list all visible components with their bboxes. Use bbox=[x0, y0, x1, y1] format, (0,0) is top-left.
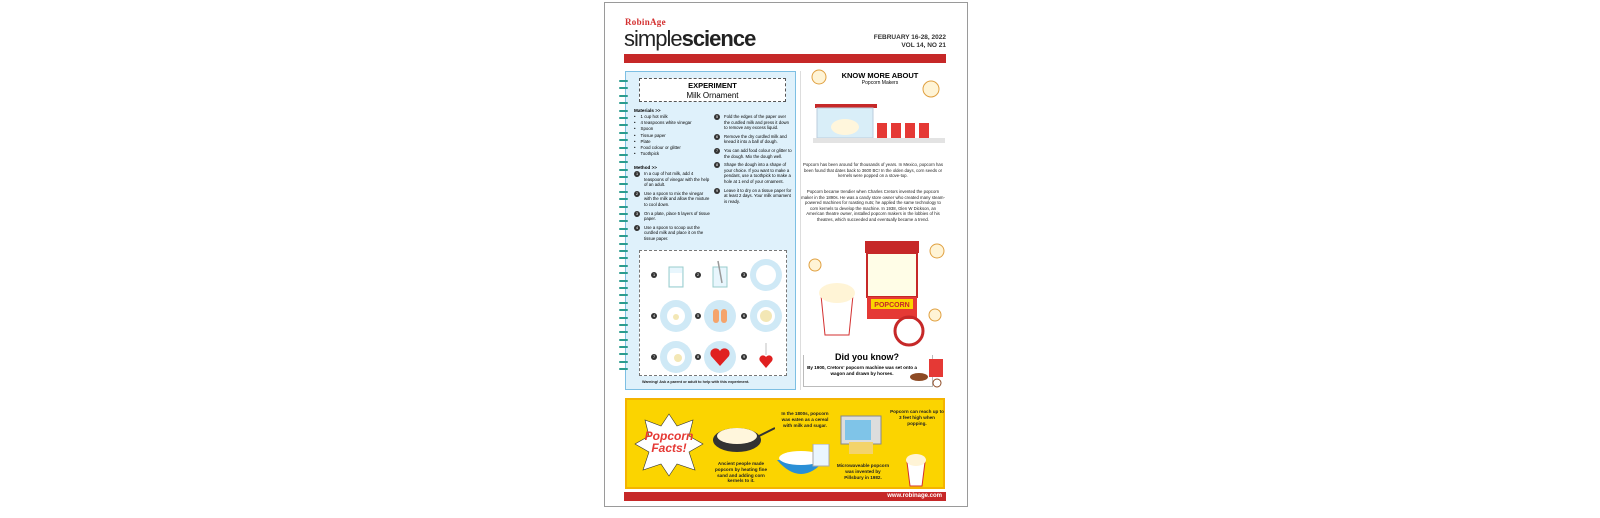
method-steps-col2 bbox=[714, 114, 792, 207]
popcorn-icon bbox=[929, 309, 941, 321]
issue-vol: VOL 14, NO 21 bbox=[901, 42, 946, 49]
brand-logo: RobinAge bbox=[625, 17, 666, 27]
know-more-para1: Popcorn has been around for thousands of years. In Mexico, popcorn has been found that dates back to 3600 BC! In the olden days, corn seeds or kernels were popped on a stove-top. bbox=[803, 162, 943, 179]
method-step: 2 Use a spoon to mix the vinegar with the milk and allow the mixture to cool down. bbox=[635, 190, 710, 207]
horse-wagon-icon bbox=[907, 355, 947, 389]
heart-ornament-illustration: 9 bbox=[750, 341, 782, 373]
fact-4: Popcorn can reach up to 3 feet high when popping. bbox=[890, 409, 944, 426]
did-you-know-heading: Did you know? bbox=[835, 352, 899, 362]
masthead-light: simple bbox=[624, 26, 682, 51]
method-step: 6 Remove the dry curdled milk and knead it into a ball of dough. bbox=[715, 133, 787, 145]
popcorn-mascot-icon bbox=[901, 450, 931, 488]
mixing-glass-illustration: 2 bbox=[704, 259, 736, 291]
tissue-plate-illustration: 3 bbox=[750, 259, 782, 291]
popcorn-maker-illustration bbox=[807, 67, 949, 147]
method-step: 9 Leave it to dry on a tissue paper for at least 2 days. Your milk ornament is ready. bbox=[715, 187, 792, 204]
dough-plate-illustration: 6 bbox=[750, 300, 782, 332]
safety-warning: Warning! Ask a parent or adult to help with this experiment. bbox=[642, 380, 750, 384]
method-step: 7 You can add food colour or glitter to the dough. Mix the dough well. bbox=[715, 147, 792, 159]
did-you-know-text: By 1900, Cretors' popcorn machine was set onto a wagon and drawn by horses. bbox=[807, 365, 917, 376]
heart-icon bbox=[704, 341, 736, 373]
hands-icon bbox=[704, 300, 736, 332]
know-more-sub: Popcorn Makers bbox=[861, 80, 899, 86]
materials-heading: Materials >> bbox=[634, 108, 661, 113]
method-step: 8 Shape the dough into a shape of your choice. If you want to make a pendant, use a toothpick to make a hole at 1 end of your ornament. bbox=[715, 162, 791, 184]
popcorn-icon bbox=[812, 70, 826, 84]
method-step: 4 Use a spoon to scoop out the curdled milk and place it on the tissue paper. bbox=[635, 224, 704, 241]
popcorn-icon bbox=[923, 81, 939, 97]
experiment-illustration-grid bbox=[639, 250, 787, 376]
scoop-plate-illustration: 4 bbox=[660, 300, 692, 332]
cart-sign: POPCORN bbox=[874, 302, 910, 309]
experiment-title: Milk Ornament bbox=[686, 91, 739, 100]
header-bar bbox=[624, 54, 946, 63]
materials-list bbox=[634, 114, 712, 157]
masthead-bold: science bbox=[681, 26, 756, 51]
newsletter-page bbox=[604, 2, 968, 507]
material-item: • Tissue paper bbox=[634, 133, 712, 139]
fact-2: In the 1800s, popcorn was eaten as a cereal with milk and sugar. bbox=[781, 411, 829, 428]
experiment-panel bbox=[625, 71, 796, 390]
method-step: 1 In a cup of hot milk, add 4 teaspoons of vinegar with the help of an adult. bbox=[635, 171, 710, 188]
method-step: 5 Fold the edges of the paper over the curdled milk and press it down to remove any excess liquid. bbox=[715, 114, 789, 131]
cereal-bowl-icon bbox=[775, 444, 833, 484]
material-item: • Toothpick bbox=[634, 151, 712, 157]
material-item: • Food colour or glitter bbox=[634, 145, 712, 151]
know-more-heading: KNOW MORE ABOUT bbox=[841, 71, 919, 80]
popcorn-icon bbox=[809, 259, 821, 271]
microwave-icon bbox=[839, 412, 883, 456]
method-heading: Method >> bbox=[634, 165, 657, 170]
fact-1: Ancient people made popcorn by heating fine sand and adding corn kernels to it. bbox=[714, 461, 768, 484]
dough-ball-illustration: 7 bbox=[660, 341, 692, 373]
column-divider bbox=[800, 71, 801, 390]
issue-date: FEBRUARY 16-28, 2022 bbox=[873, 34, 946, 41]
footer-url[interactable]: www.robinage.com bbox=[887, 493, 942, 499]
masthead bbox=[624, 27, 755, 51]
know-more-para2: Popcorn became trendier when Charles Cretors invented the popcorn maker in the 1890s. He was a candy store owner who created many steam-powered machines for roasting nuts; he applied the same technology to corn kernels to develop the machine. In 1938, Glen W Dickson, an American theatre owner, installed popcorn makers in the lobbies of his theatres, which succeeded and eventually became a trend. bbox=[801, 189, 945, 222]
issue-info bbox=[874, 34, 946, 50]
milk-glass-illustration: 1 bbox=[660, 259, 692, 291]
spiral-binding bbox=[619, 80, 627, 380]
spoon-glass-icon bbox=[704, 259, 736, 291]
experiment-heading: EXPERIMENT bbox=[688, 81, 737, 90]
heart-ornament-icon bbox=[750, 341, 782, 373]
experiment-title-box bbox=[639, 78, 786, 102]
popcorn-facts-banner bbox=[625, 398, 945, 489]
heart-shape-illustration: 8 bbox=[704, 341, 736, 373]
method-step: 3 On a plate, place 5 layers of tissue paper. bbox=[635, 210, 710, 222]
material-item: • 1 cup hot milk bbox=[634, 114, 712, 120]
footer-bar bbox=[624, 492, 946, 501]
material-item: • Spoon bbox=[634, 126, 712, 132]
material-item: • 4 teaspoons white vinegar bbox=[634, 120, 712, 126]
popcorn-icon bbox=[930, 244, 944, 258]
fact-3: Microwaveable popcorn was invented by Pillsbury in 1982. bbox=[836, 463, 890, 480]
facts-title: Popcorn Facts! bbox=[644, 429, 694, 455]
method-steps-col1 bbox=[634, 171, 712, 245]
glass-icon bbox=[660, 259, 692, 291]
popcorn-cart-illustration bbox=[803, 235, 951, 349]
material-item: • Plate bbox=[634, 139, 712, 145]
wok-icon bbox=[711, 418, 775, 458]
press-hands-illustration: 5 bbox=[704, 300, 736, 332]
